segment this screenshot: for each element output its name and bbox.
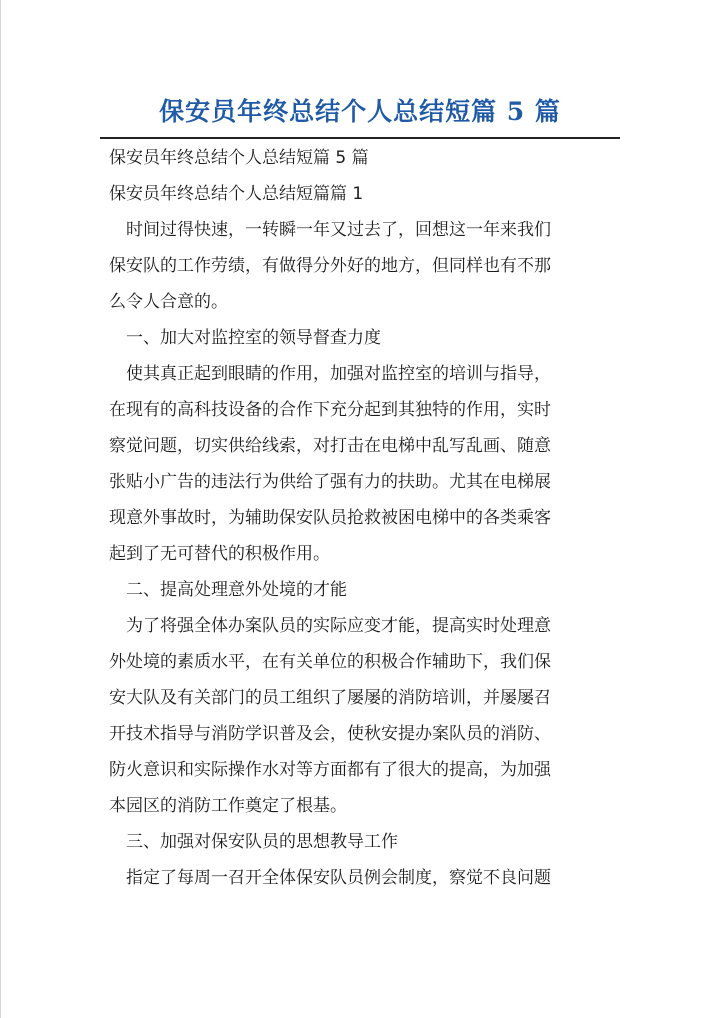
heading-ideological-education: 三、加强对保安队员的思想教导工作 <box>126 832 398 852</box>
paragraph-line: 安大队及有关部门的员工组织了屡屡的消防培训，并屡屡召 <box>109 688 551 708</box>
paragraph-line: 使其真正起到眼睛的作用，加强对监控室的培训与指导， <box>126 364 551 384</box>
paragraph-line: 时间过得快速，一转瞬一年又过去了，回想这一年来我们 <box>126 220 551 240</box>
subtitle-line: 保安员年终总结个人总结短篇 5 篇 <box>109 148 369 168</box>
section-heading-article-1: 保安员年终总结个人总结短篇篇 1 <box>109 184 364 204</box>
paragraph-line: 张贴小广告的违法行为供给了强有力的扶助。尤其在电梯展 <box>109 472 551 492</box>
heading-emergency-handling: 二、提高处理意外处境的才能 <box>126 580 347 600</box>
title-underline <box>100 137 620 139</box>
paragraph-line: 察觉问题，切实供给线索，对打击在电梯中乱写乱画、随意 <box>109 436 551 456</box>
document-title: 保安员年终总结个人总结短篇 5 篇 <box>159 97 561 126</box>
document-body <box>109 142 615 894</box>
paragraph-line: 本园区的消防工作奠定了根基。 <box>109 796 347 816</box>
paragraph-line: 防火意识和实际操作水对等方面都有了很大的提高，为加强 <box>109 760 551 780</box>
page-left-border <box>0 0 1 1018</box>
paragraph-line: 起到了无可替代的积极作用。 <box>109 544 330 564</box>
paragraph-line: 现意外事故时，为辅助保安队员抢救被困电梯中的各类乘客 <box>109 508 551 528</box>
paragraph-line: 指定了每周一召开全体保安队员例会制度，察觉不良问题 <box>126 868 551 888</box>
paragraph-line: 保安队的工作劳绩，有做得分外好的地方，但同样也有不那 <box>109 256 551 276</box>
paragraph-line: 在现有的高科技设备的合作下充分起到其独特的作用，实时 <box>109 400 551 420</box>
paragraph-line: 么令人合意的。 <box>109 292 228 312</box>
paragraph-line: 开技术指导与消防学识普及会，使秋安提办案队员的消防、 <box>109 724 551 744</box>
paragraph-line: 为了将强全体办案队员的实际应变才能，提高实时处理意 <box>126 616 551 636</box>
heading-monitoring: 一、加大对监控室的领导督查力度 <box>126 328 381 348</box>
paragraph-line: 外处境的素质水平，在有关单位的积极合作辅助下，我们保 <box>109 652 551 672</box>
